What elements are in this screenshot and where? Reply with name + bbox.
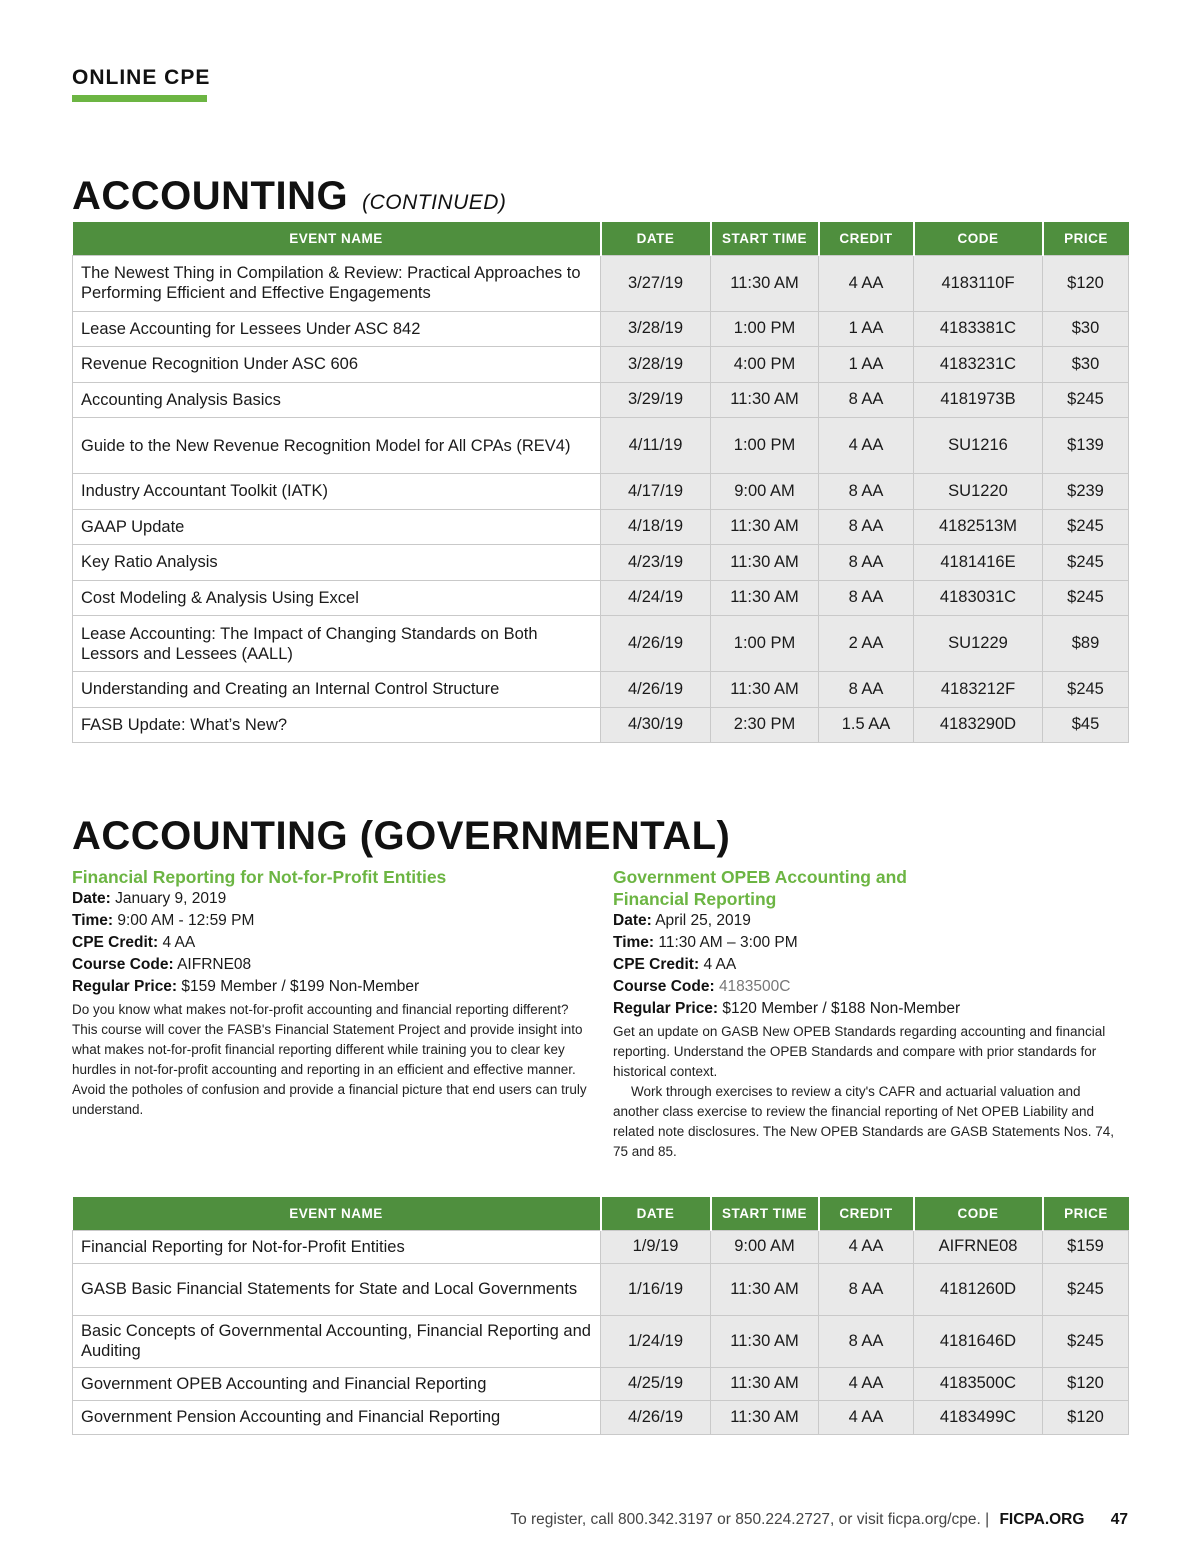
table-row — [73, 1367, 1129, 1401]
page-number: 47 — [1110, 1511, 1128, 1528]
time-value: 9:00 AM - 12:59 PM — [117, 912, 255, 929]
table-row — [73, 1230, 1129, 1263]
credit-cell: 8 AA — [819, 474, 914, 510]
start-time-cell: 11:30 AM — [711, 509, 819, 545]
credit-cell: 8 AA — [819, 1315, 914, 1367]
table-row — [73, 580, 1129, 616]
code-value: 4183500C — [718, 978, 791, 995]
code-cell: 4181973B — [914, 382, 1043, 418]
date-cell: 1/16/19 — [601, 1263, 711, 1315]
price-cell: $30 — [1043, 311, 1129, 347]
code-cell: 4183381C — [914, 311, 1043, 347]
table-row — [73, 707, 1129, 743]
table-row — [73, 1315, 1129, 1367]
price-cell: $120 — [1043, 1367, 1129, 1401]
event-name-cell: Basic Concepts of Governmental Accounting, Financial Reporting and Auditing — [73, 1315, 601, 1367]
table-row — [73, 1401, 1129, 1435]
date-cell: 4/17/19 — [601, 474, 711, 510]
table-row — [73, 347, 1129, 383]
start-time-cell: 11:30 AM — [711, 580, 819, 616]
code-cell: 4181646D — [914, 1315, 1043, 1367]
date-cell: 4/18/19 — [601, 509, 711, 545]
start-time-cell: 1:00 PM — [711, 418, 819, 474]
opeb-heading-line2: Financial Reporting — [613, 889, 777, 909]
date-label: Date: — [72, 890, 111, 907]
code-cell: 4183231C — [914, 347, 1043, 383]
code-value: AIFRNE08 — [177, 956, 252, 973]
opeb-course-details — [613, 866, 1128, 1162]
date-value: April 25, 2019 — [655, 912, 751, 929]
table-row — [73, 311, 1129, 347]
start-time-cell: 9:00 AM — [711, 1230, 819, 1263]
price-cell: $45 — [1043, 707, 1129, 743]
code-cell: AIFRNE08 — [914, 1230, 1043, 1263]
code-cell: 4183212F — [914, 672, 1043, 708]
code-cell: 4183031C — [914, 580, 1043, 616]
credit-cell: 4 AA — [819, 418, 914, 474]
price-line — [613, 998, 1128, 1020]
column-header: START TIME — [711, 1197, 819, 1230]
price-cell: $120 — [1043, 255, 1129, 311]
nonprofit-course-description: Do you know what makes not-for-profit accounting and financial reporting different? This course will cover the FASB's Financial Statement Project and provide insight into what makes not-for-profit financial reporting different while training you to clear key hurdles in not-for-profit accounting and reporting in an efficient and effective manner. Avoid the potholes of confusion and provide a financial picture that end users can truly understand. — [72, 1002, 587, 1117]
credit-cell: 4 AA — [819, 1401, 914, 1435]
start-time-cell: 9:00 AM — [711, 474, 819, 510]
governmental-title: ACCOUNTING (GOVERNMENTAL) — [72, 814, 731, 858]
code-line — [613, 976, 1128, 998]
credit-cell: 4 AA — [819, 255, 914, 311]
date-cell: 3/28/19 — [601, 347, 711, 383]
opeb-course-description-2: Work through exercises to review a city's CAFR and actuarial valuation and another class exercise to review the financial reporting of Net OPEB Liability and related note disclosures. The New OPEB Standards are GASB Statements Nos. 74, 75 and 85. — [613, 1084, 1115, 1159]
opeb-heading-line1: Government OPEB Accounting and — [613, 867, 907, 887]
event-name-cell: Guide to the New Revenue Recognition Model for All CPAs (REV4) — [73, 418, 601, 474]
date-value: January 9, 2019 — [115, 890, 227, 907]
accounting-table-body — [73, 255, 1129, 743]
time-value: 11:30 AM – 3:00 PM — [658, 934, 798, 951]
code-cell: 4183499C — [914, 1401, 1043, 1435]
start-time-cell: 1:00 PM — [711, 311, 819, 347]
credit-cell: 4 AA — [819, 1230, 914, 1263]
credit-cell: 8 AA — [819, 382, 914, 418]
column-header: CODE — [914, 1197, 1043, 1230]
price-cell: $245 — [1043, 1315, 1129, 1367]
credit-line — [613, 954, 1128, 976]
event-name-cell: Accounting Analysis Basics — [73, 382, 601, 418]
price-cell: $245 — [1043, 580, 1129, 616]
table-row — [73, 382, 1129, 418]
code-cell: SU1216 — [914, 418, 1043, 474]
start-time-cell: 1:00 PM — [711, 616, 819, 672]
column-header: START TIME — [711, 222, 819, 255]
table-row — [73, 474, 1129, 510]
event-name-cell: Understanding and Creating an Internal Control Structure — [73, 672, 601, 708]
credit-line — [72, 932, 587, 954]
page-footer — [510, 1511, 1128, 1529]
date-cell: 3/29/19 — [601, 382, 711, 418]
code-cell: SU1229 — [914, 616, 1043, 672]
table-row — [73, 672, 1129, 708]
opeb-course-heading — [613, 866, 1128, 910]
credit-cell: 1 AA — [819, 311, 914, 347]
credit-cell: 8 AA — [819, 545, 914, 581]
date-line — [72, 888, 587, 910]
code-cell: 4181260D — [914, 1263, 1043, 1315]
credit-cell: 8 AA — [819, 1263, 914, 1315]
column-header: PRICE — [1043, 222, 1129, 255]
event-name-cell: Lease Accounting: The Impact of Changing Standards on Both Lessors and Lessees (AALL) — [73, 616, 601, 672]
price-cell: $139 — [1043, 418, 1129, 474]
accounting-table — [72, 222, 1129, 743]
nonprofit-course-details — [72, 866, 587, 1120]
column-header: EVENT NAME — [73, 1197, 601, 1230]
table-row — [73, 1263, 1129, 1315]
date-cell: 4/30/19 — [601, 707, 711, 743]
governmental-table — [72, 1197, 1129, 1435]
opeb-course-description-1: Get an update on GASB New OPEB Standards regarding accounting and financial reporting. Understand the OPEB Standards and compare with prior standards for historical context. — [613, 1024, 1106, 1079]
date-cell: 1/9/19 — [601, 1230, 711, 1263]
table-row — [73, 509, 1129, 545]
event-name-cell: Cost Modeling & Analysis Using Excel — [73, 580, 601, 616]
start-time-cell: 11:30 AM — [711, 1263, 819, 1315]
event-name-cell: Government OPEB Accounting and Financial Reporting — [73, 1367, 601, 1401]
start-time-cell: 11:30 AM — [711, 1315, 819, 1367]
price-value: $120 Member / $188 Non-Member — [722, 1000, 961, 1017]
start-time-cell: 11:30 AM — [711, 672, 819, 708]
credit-label: CPE Credit: — [613, 956, 700, 973]
date-cell: 1/24/19 — [601, 1315, 711, 1367]
column-header: CREDIT — [819, 222, 914, 255]
price-line — [72, 976, 587, 998]
event-name-cell: Revenue Recognition Under ASC 606 — [73, 347, 601, 383]
price-label: Regular Price: — [72, 978, 178, 995]
code-cell: 4183500C — [914, 1367, 1043, 1401]
date-cell: 4/24/19 — [601, 580, 711, 616]
accounting-title — [72, 174, 506, 219]
price-cell: $120 — [1043, 1401, 1129, 1435]
code-line — [72, 954, 587, 976]
date-cell: 3/27/19 — [601, 255, 711, 311]
code-label: Course Code: — [72, 956, 174, 973]
price-cell: $89 — [1043, 616, 1129, 672]
price-cell: $245 — [1043, 1263, 1129, 1315]
event-name-cell: FASB Update: What’s New? — [73, 707, 601, 743]
start-time-cell: 11:30 AM — [711, 1367, 819, 1401]
date-cell: 4/26/19 — [601, 672, 711, 708]
start-time-cell: 11:30 AM — [711, 255, 819, 311]
event-name-cell: Key Ratio Analysis — [73, 545, 601, 581]
column-header: CODE — [914, 222, 1043, 255]
credit-value: 4 AA — [703, 956, 737, 973]
date-label: Date: — [613, 912, 652, 929]
section-label: ONLINE CPE — [72, 66, 211, 89]
date-cell: 4/11/19 — [601, 418, 711, 474]
nonprofit-course-heading: Financial Reporting for Not-for-Profit Entities — [72, 867, 447, 887]
governmental-table-body — [73, 1230, 1129, 1434]
date-cell: 4/25/19 — [601, 1367, 711, 1401]
credit-cell: 8 AA — [819, 580, 914, 616]
price-cell: $30 — [1043, 347, 1129, 383]
column-header: PRICE — [1043, 1197, 1129, 1230]
table-header-row — [73, 1197, 1129, 1230]
date-line — [613, 910, 1128, 932]
date-cell: 4/26/19 — [601, 616, 711, 672]
code-cell: SU1220 — [914, 474, 1043, 510]
credit-cell: 8 AA — [819, 672, 914, 708]
date-cell: 4/26/19 — [601, 1401, 711, 1435]
event-name-cell: The Newest Thing in Compilation & Review: Practical Approaches to Performing Efficient and Effective Engagements — [73, 255, 601, 311]
column-header: DATE — [601, 222, 711, 255]
event-name-cell: Industry Accountant Toolkit (IATK) — [73, 474, 601, 510]
accounting-subtitle: (CONTINUED) — [362, 191, 507, 214]
price-value: $159 Member / $199 Non-Member — [181, 978, 420, 995]
price-cell: $159 — [1043, 1230, 1129, 1263]
time-line — [613, 932, 1128, 954]
code-cell: 4181416E — [914, 545, 1043, 581]
price-cell: $245 — [1043, 382, 1129, 418]
credit-cell: 2 AA — [819, 616, 914, 672]
start-time-cell: 11:30 AM — [711, 1401, 819, 1435]
event-name-cell: Financial Reporting for Not-for-Profit Entities — [73, 1230, 601, 1263]
column-header: CREDIT — [819, 1197, 914, 1230]
code-cell: 4183110F — [914, 255, 1043, 311]
price-cell: $245 — [1043, 509, 1129, 545]
table-row — [73, 418, 1129, 474]
site-name: FICPA.ORG — [999, 1511, 1085, 1528]
start-time-cell: 4:00 PM — [711, 347, 819, 383]
event-name-cell: Government Pension Accounting and Financial Reporting — [73, 1401, 601, 1435]
code-cell: 4183290D — [914, 707, 1043, 743]
start-time-cell: 11:30 AM — [711, 382, 819, 418]
time-line — [72, 910, 587, 932]
section-underline — [72, 95, 207, 102]
credit-value: 4 AA — [162, 934, 196, 951]
time-label: Time: — [613, 934, 655, 951]
footer-separator: | — [985, 1511, 990, 1528]
register-text: To register, call 800.342.3197 or 850.224.2727, or visit ficpa.org/cpe. — [510, 1511, 981, 1528]
table-row — [73, 255, 1129, 311]
credit-cell: 1 AA — [819, 347, 914, 383]
date-cell: 4/23/19 — [601, 545, 711, 581]
start-time-cell: 11:30 AM — [711, 545, 819, 581]
event-name-cell: GASB Basic Financial Statements for State and Local Governments — [73, 1263, 601, 1315]
accounting-title-text: ACCOUNTING — [72, 174, 349, 218]
start-time-cell: 2:30 PM — [711, 707, 819, 743]
date-cell: 3/28/19 — [601, 311, 711, 347]
column-header: EVENT NAME — [73, 222, 601, 255]
price-cell: $245 — [1043, 672, 1129, 708]
table-row — [73, 545, 1129, 581]
credit-cell: 8 AA — [819, 509, 914, 545]
credit-cell: 1.5 AA — [819, 707, 914, 743]
price-label: Regular Price: — [613, 1000, 719, 1017]
credit-label: CPE Credit: — [72, 934, 159, 951]
credit-cell: 4 AA — [819, 1367, 914, 1401]
price-cell: $245 — [1043, 545, 1129, 581]
table-header-row — [73, 222, 1129, 255]
time-label: Time: — [72, 912, 114, 929]
code-label: Course Code: — [613, 978, 715, 995]
code-cell: 4182513M — [914, 509, 1043, 545]
event-name-cell: GAAP Update — [73, 509, 601, 545]
table-row — [73, 616, 1129, 672]
column-header: DATE — [601, 1197, 711, 1230]
price-cell: $239 — [1043, 474, 1129, 510]
event-name-cell: Lease Accounting for Lessees Under ASC 842 — [73, 311, 601, 347]
